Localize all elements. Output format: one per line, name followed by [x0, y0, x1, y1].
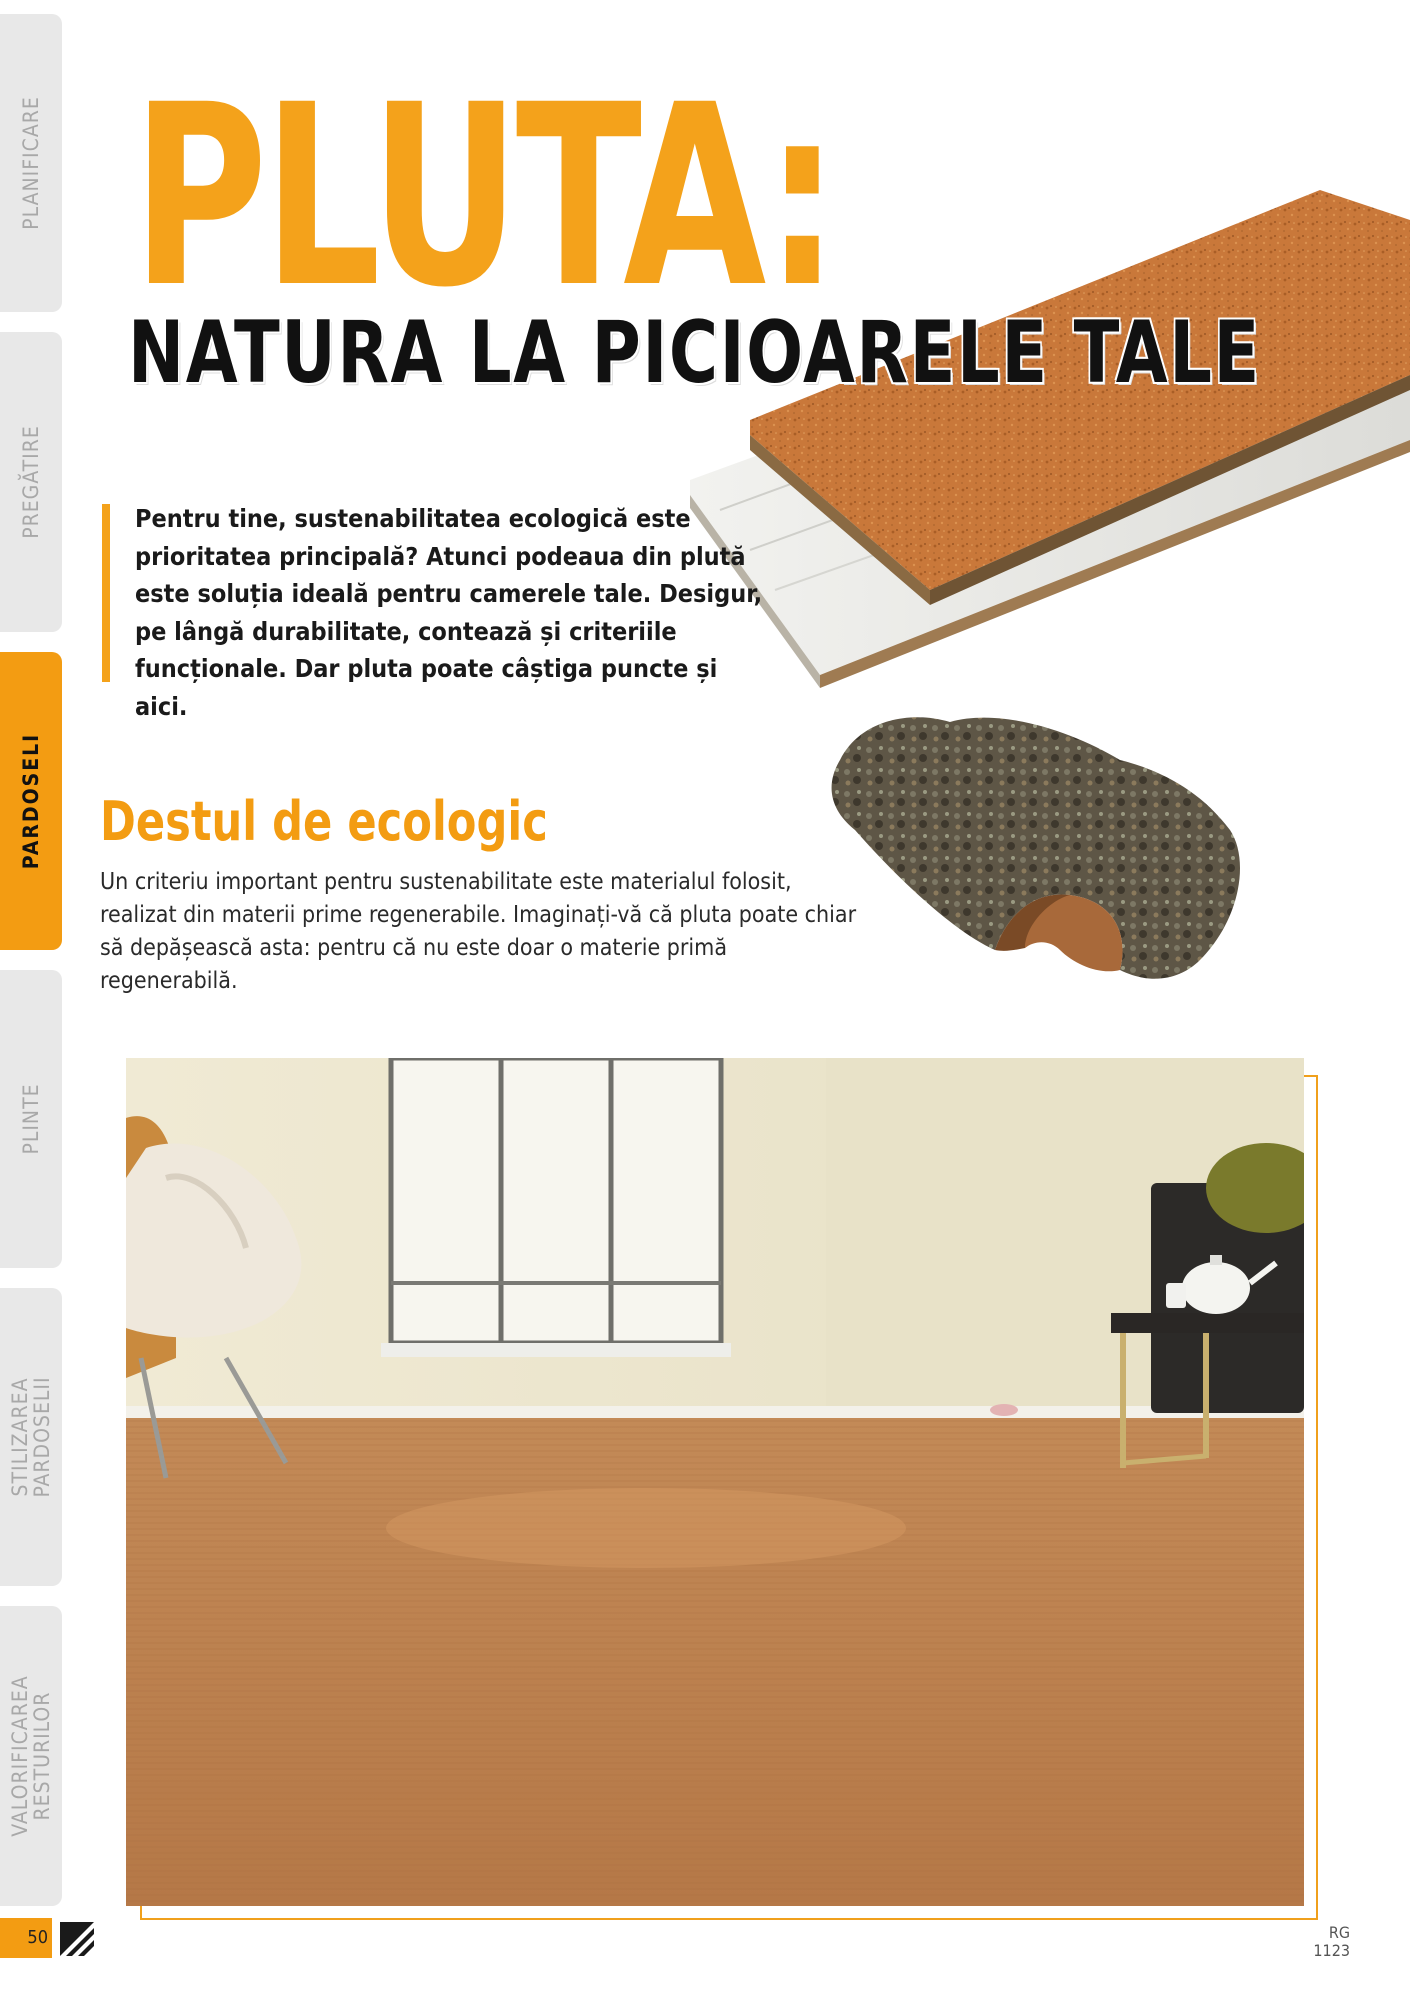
side-tab-label-line: VALORIFICAREA [8, 1675, 32, 1837]
section-heading: Destul de ecologic [100, 790, 548, 853]
side-tab-label: PLANIFICARE [19, 96, 43, 230]
side-tab-label: PREGĂTIRE [19, 425, 43, 539]
side-tab-label: PARDOSELI [19, 732, 43, 870]
side-tab-valorificarea-resturilor[interactable] [0, 1606, 62, 1906]
intro-paragraph: Pentru tine, sustenabilitatea ecologică este prioritatea principală? Atunci podeaua din plută este soluția ideală pentru camerele tale. Desigur, pe lângă durabilitate, contează și criteriile funcționale. Dar pluta poate câștiga puncte și aici. [135, 504, 763, 721]
side-tab-label: PLINTE [19, 1083, 43, 1155]
side-tab-pregatire[interactable] [0, 332, 62, 632]
intro-accent-bar [102, 504, 110, 682]
side-tab-stilizarea-pardoselii[interactable] [0, 1288, 62, 1586]
page-title: PLUTA: [132, 51, 835, 342]
room-photo [126, 1058, 1304, 1906]
brand-logo-icon [56, 1918, 98, 1960]
catalog-reference [1270, 1924, 1350, 1960]
catalog-reference-line: RG [1328, 1923, 1350, 1942]
side-tab-label-line: STILIZAREA [8, 1377, 32, 1497]
side-tab-pardoseli[interactable] [0, 652, 62, 950]
page-subtitle: NATURA LA PICIOARELE TALE [128, 303, 1261, 403]
side-tab-plinte[interactable] [0, 970, 62, 1268]
page-number: 50 [0, 1918, 52, 1958]
side-tab-label [9, 1675, 53, 1836]
cork-bark-image [820, 700, 1250, 990]
side-tab-label-line: RESTURILOR [30, 1691, 54, 1821]
catalog-reference-line: 1123 [1313, 1941, 1350, 1960]
section-body: Un criteriu important pentru sustenabilitate este materialul folosit, realizat din materii prime regenerabile. Imaginați-vă că pluta poate chiar să depășească asta: pentru că nu este doar o materie primă regenerabilă. [100, 869, 857, 994]
side-tab-label-line: PARDOSELII [30, 1376, 54, 1498]
side-tab-planificare[interactable] [0, 14, 62, 312]
side-tab-label [9, 1376, 53, 1497]
